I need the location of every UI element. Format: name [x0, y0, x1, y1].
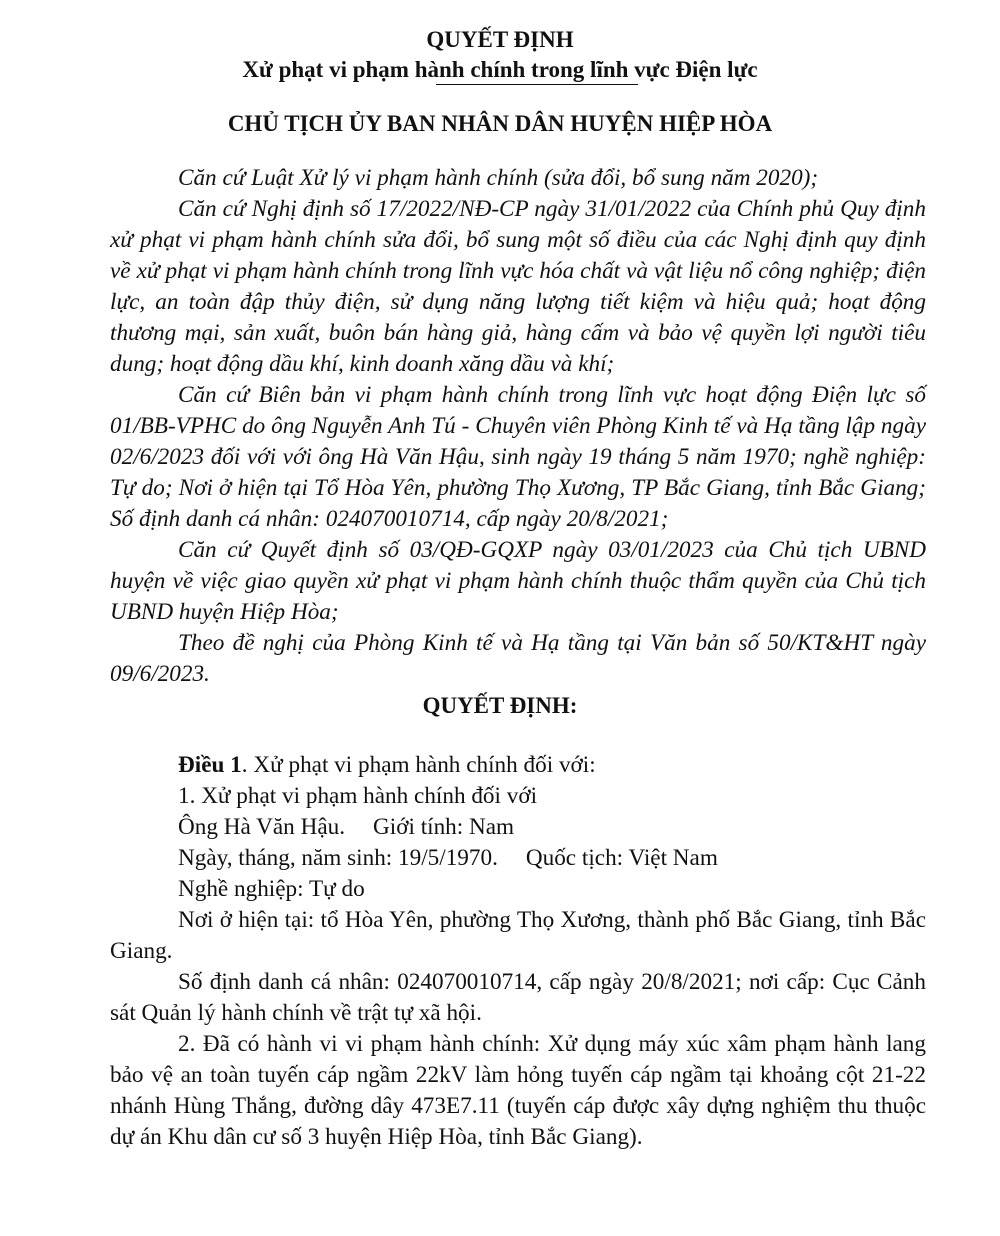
violator-line [110, 812, 926, 843]
article-1-item-2: 2. Đã có hành vi vi phạm hành chính: Xử dụng máy xúc xâm phạm hành lang bảo vệ an toàn tuyến cáp ngầm 22kV làm hỏng tuyến cáp ngầm tại khoảng cột 21-22 nhánh Hùng Thắng, đường dây 473E7.11 (tuyến cáp được xây dựng nghiệm thu thuộc dự án Khu dân cư số 3 huyện Hiệp Hòa, tỉnh Bắc Giang). [110, 1031, 926, 1150]
birth-nationality-line [110, 843, 926, 874]
basis-paragraph: Theo đề nghị của Phòng Kinh tế và Hạ tầng tại Văn bản số 50/KT&HT ngày 09/6/2023. [110, 630, 926, 687]
subtitle-underline [436, 84, 638, 85]
basis-paragraph: Căn cứ Nghị định số 17/2022/NĐ-CP ngày 31/01/2022 của Chính phủ Quy định xử phạt vi phạm hành chính sửa đổi, bổ sung một số điều của các Nghị định quy định về xử phạt vi phạm hành chính trong lĩnh vực hóa chất và vật liệu nổ công nghiệp; điện lực, an toàn đập thủy điện, sử dụng năng lượng tiết kiệm và hiệu quả; hoạt động thương mại, sản xuất, buôn bán hàng giả, hàng cấm và bảo vệ quyền lợi người tiêu dung; hoạt động dầu khí, kinh doanh xăng dầu và khí; [110, 196, 926, 377]
violator-residence: Nơi ở hiện tại: tổ Hòa Yên, phường Thọ Xương, thành phố Bắc Giang, tỉnh Bắc Giang. [110, 907, 926, 964]
violator-gender: Giới tính: Nam [373, 814, 515, 840]
legal-basis [110, 163, 926, 690]
article-1-item-1: 1. Xử phạt vi phạm hành chính đối với [178, 783, 538, 809]
document-subtitle: Xử phạt vi phạm hành chính trong lĩnh vực Điện lực [242, 57, 758, 82]
violator-occupation: Nghề nghiệp: Tự do [178, 876, 365, 902]
violator-id: Số định danh cá nhân: 024070010714, cấp ngày 20/8/2021; nơi cấp: Cục Cảnh sát Quản lý hành chính về trật tự xã hội. [110, 969, 926, 1026]
document-title: QUYẾT ĐỊNH [426, 27, 574, 52]
decision-heading: QUYẾT ĐỊNH: [422, 693, 578, 718]
issuing-authority: CHỦ TỊCH ỦY BAN NHÂN DÂN HUYỆN HIỆP HÒA [227, 111, 773, 136]
article-1 [110, 750, 926, 1153]
article-1-intro: . Xử phạt vi phạm hành chính đối với: [241, 752, 596, 778]
basis-paragraph: Căn cứ Luật Xử lý vi phạm hành chính (sửa đổi, bổ sung năm 2020); [178, 165, 819, 191]
violator-name: Ông Hà Văn Hậu. [178, 814, 345, 840]
violator-dob: Ngày, tháng, năm sinh: 19/5/1970. [178, 845, 498, 871]
basis-paragraph: Căn cứ Quyết định số 03/QĐ-GQXP ngày 03/01/2023 của Chủ tịch UBND huyện về việc giao quyền xử phạt vi phạm hành chính thuộc thẩm quyền của Chủ tịch UBND huyện Hiệp Hòa; [110, 537, 926, 625]
basis-paragraph: Căn cứ Biên bản vi phạm hành chính trong lĩnh vực hoạt động Điện lực số 01/BB-VPHC do ông Nguyễn Anh Tú - Chuyên viên Phòng Kinh tế và Hạ tầng lập ngày 02/6/2023 đối với với ông Hà Văn Hậu, sinh ngày 19 tháng 5 năm 1970; nghề nghiệp: Tự do; Nơi ở hiện tại Tổ Hòa Yên, phường Thọ Xương, TP Bắc Giang, tỉnh Bắc Giang; Số định danh cá nhân: 024070010714, cấp ngày 20/8/2021; [110, 382, 926, 532]
article-1-heading [110, 750, 926, 781]
violator-nationality: Quốc tịch: Việt Nam [525, 845, 718, 871]
article-1-label: Điều 1 [178, 752, 242, 778]
